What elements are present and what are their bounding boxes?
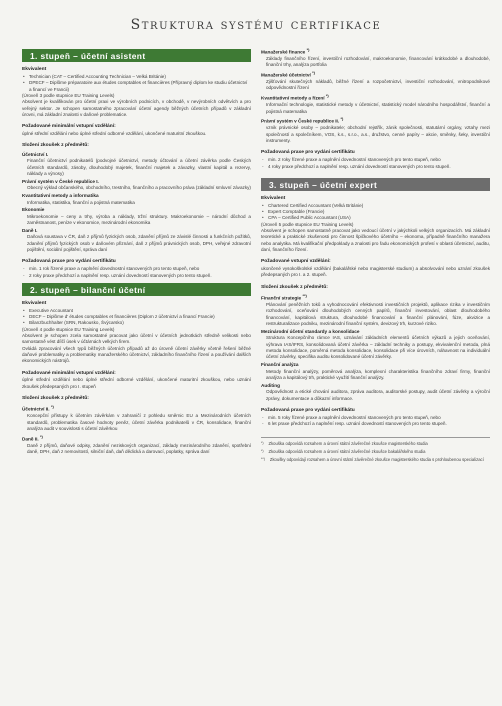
footnote: **) Zkoušky odpovídají rozsahem a úrovní státní závěrečné zkoušce magisterského studia s prohloubenou specializací (261, 456, 484, 462)
exam-text: Informační technologie, statistické metody v účetnictví, statistický model národního hospodářství, finanční a pojistná matematika (266, 102, 490, 114)
s3-praxe-label: Požadovaná praxe pro vydání certifikátu (261, 407, 355, 413)
list-item: • DECF – Diplôme d’ études comptables et financières (Diplom z účetnictví a financí Francie) (22, 314, 251, 320)
exam-name: Účetnictví I. (22, 151, 49, 157)
s3-edu-label: Požadované vstupní vzdělání: (261, 259, 331, 265)
exam-text: Daně z příjmů, daňové odpisy, zdanění neziskových organizací, základy mezinárodního zdanění, spotřební daně, DPH, daň z nemovitostí, silniční daň, daň dědická a darovací, poplatky, správa daní (27, 442, 251, 455)
s1-description: Absolvent je kvalifikován pro účetní praxi ve výrobních podnicích, v obchodě, v nevýrobních odvětvích a pro veřejný sektor. Je schopen samostatného zpracování účetní agendy běžných účetních případů v základní úrovni, má základní znalosti v daňové problematice. (22, 99, 251, 118)
s1-praxe-label: Požadovaná praxe pro vydání certifikátu (22, 259, 116, 265)
exam-name: Manažerské účetnictví *) (261, 70, 315, 78)
exam-name: Právní systém v České republice I. (22, 178, 99, 184)
s3-praxe-list (261, 415, 490, 428)
list-item: • CPA – Certified Public Accountant (USA) (261, 215, 490, 221)
r1-praxe-list (261, 157, 490, 170)
section-2-header: 2. stupeň – bilanční účetní (22, 283, 251, 296)
s2-ekv-list (22, 308, 251, 327)
list-item: • Chartered Certified Accountant (Velká Británie) (261, 203, 490, 209)
exam-name: Kvantitativní metody a řízení *) (261, 93, 329, 101)
s3-ekv-label: Ekvivalent (261, 195, 286, 201)
exam-name: Finanční analýza (261, 362, 299, 368)
footnote: *) Zkouška odpovídá rozsahem a úrovní státní závěrečné zkoušce bakalářského studia (261, 449, 426, 455)
exam-text: vznik právnické osoby – podnikatele; obchodní rejstřík, zánik společnosti, statutární orgány, vztahy mezi společností a společníkem, VOS, k.s., s.r.o., a.s., družstvo, cenné papíry – akcie, směnky, šeky, investiční instrumenty. (266, 125, 490, 144)
exam-name: Účetnictví II. *) (22, 404, 54, 412)
list-item: - 4 roky praxe předchozí a naplnění resp. uznání dovedností stanovených pro tento stupeň. (261, 164, 490, 170)
list-item: • Technician (CAT – Certified Accounting Technician – Velká Británie) (22, 74, 251, 80)
list-item: • DPECF – Diplôme préparatoire aux études comptables et financières (Přípravný diplom ke studiu účetnictví a financí ve Francii) (22, 80, 251, 93)
s1-praxe-list (22, 266, 251, 279)
list-item: • Expert Comptable (Francie) (261, 209, 490, 215)
r1-praxe-label: Požadovaná praxe pro vydání certifikátu (261, 150, 355, 156)
list-item: - min. 1 rok řízené praxe a naplnění dovednostní stanovených pro tento stupeň, nebo (22, 266, 251, 272)
s2-edu: úplné střední vzdělání nebo úplné střední odborné vzdělání, ukončené maturitní zkouškou, nebo uznání zkoušek předepsaných pro I. stupeň (22, 377, 251, 389)
s3-edu: ukončené vysokoškolské vzdělání (bakalářské nebo magisterské studium) a absolvování nebo uznání zkoušek předepsaných pro I. a 2. stupeň. (261, 266, 490, 278)
s1-ekv-label: Ekvivalent (22, 67, 47, 73)
exam-text: Struktura Koncepčního rámce IAS, uznávání základních elementů účetních výkazů a jejich oceňování, výhrava IAS/IFRS, konsolidovaná účetní závěrka – základní techniky a postupy, ekvivalenční metoda, plná metoda konsolidace, poměrná metoda konsolidace, konsolidace při více úrovních, náhavnost na individuální účetní závěrky, specifika auditu konsolidované účetní závěrky. (266, 335, 490, 360)
s3-level-note: (Úroveň 5 podle stupnice EU Training Levels) (261, 221, 354, 227)
s3-description: Absolvent je schopen samostatně pracovat jako vedoucí účetní v jakýchkoli velkých organizacích. Má základní teoretické a praktické zkušenosti pro činnost špičkového účetního – ekonoma, případně finančního manažera nebo analytika. Má kvalifikační předpoklady a znalosti pro řadu ekonomických profesí v oblasti účetnictví, auditu, daní, finančního řízení. (261, 227, 490, 252)
s2-ekv-label: Ekvivalent (22, 300, 47, 306)
exam-name: Mezinárodní účetní standardy a konsolidace (261, 328, 360, 334)
exam-name: Kvantitativní metody a informatika (22, 193, 99, 199)
right-column (261, 45, 490, 705)
exam-name: Daně I. (22, 227, 38, 233)
exam-name: Právní systém v České republice II. *) (261, 116, 344, 124)
exam-name: Daně II. *) (22, 433, 43, 442)
exam-text: Mikroekonomie – ceny a trhy, výroba a náklady, tržní struktury. Makroekonomie – národní důchod a zaměstnanost, peníze v ekonomice, mezinárodní ekonomika (27, 213, 251, 226)
s2-description-2: Ovládá zpracování všech typů běžných účetních případů až do úrovně účetní závěrky včetně řešení běžné daňové problematiky a problematiky manažerského účetnictví, základního finančního řízení a používání dalších ekonomických nástrojů. (22, 345, 251, 364)
s3-ekv-list (261, 203, 490, 222)
section-3-header: 3. stupeň – účetní expert (261, 178, 490, 191)
exam-text: Obecný výklad občanského, obchodního, trestního, finančního a pracovního práva (základní smluvní závazky) (27, 185, 251, 191)
exam-text: Plánování peněžních toků a vyhodnocování efektivnosti investičních projektů, aplikace rizika v investičním rozhodování, oceňování dlouhodobých cenných papírů, finanční investování, oblast dlouhodobého financování, kapitálová struktura, dlouhodobé financování a finanční plánování, fúze, akvizice a restrukturalizace podniku, mezinárodní finanční systém, devizový trh, kurzové riziko. (266, 302, 490, 326)
exam-text: Zjišťování skutečných nákladů, běžné řízení a rozpočetnictví, investiční rozhodování, vnitropodnikové odpovědnostní řízení (266, 79, 490, 91)
s2-edu-label: Požadované minimální vstupní vzdělání: (22, 370, 116, 376)
list-item: - 2 roky praxe předchozí a naplnění resp. uznání dovedností stanovených pro tento stupeň. (22, 273, 251, 279)
list-item: - 6 let praxe předchozí a naplnění resp. uznání dovedností stanovených pro tento stupeň. (261, 421, 490, 427)
exam-text: Koncepční přístupy k účetním závěrkám v zahraničí z pohledu směrnic EU a Mezinárodních účetních standardů, problematika časové hodnoty peněz, účetní závěrka podnikatelů v ČR, konsolidace, finanční analýza audit v souvislosti s účetní závěrkou (27, 413, 251, 431)
footnotes (261, 437, 490, 462)
s1-edu: úplné střední vzdělání nebo úplné střední odborné vzdělání, ukončené maturitní zkouškou. (22, 131, 207, 137)
columns (22, 45, 490, 705)
exam-text: Finanční účetnictví podnikatelů (podvojné účetnictví, metody účtování a účetní závěrka podle Českých účetních standardů, zásoby, dlouhodobý majetek, finanční majetek a závazky, vlastní kapitál a rezervy, náklady a výnosy) (27, 158, 251, 176)
exam-name: Auditing (261, 382, 281, 388)
exam-text: Informatika, statistika, finanční a pojistná matematika (27, 199, 135, 205)
list-item: - min. 2 roky řízené praxe a naplnění dovednostní stanovených pro tento stupeň, nebo (261, 157, 490, 163)
exam-text: Základy finančního řízení, investiční rozhodování, makroekonomie, financování krátkodobé a dlouhodobé, finanční trhy, analýza portfolia (266, 55, 490, 68)
s2-description-1: Absolvent je schopen zcela samostatné pracovat jako účetní v účetních jednotkách středně velikosti nebo samostatně vést dílčí úsek v účtárnách velkých firem. (22, 332, 251, 345)
s1-level-note: (Úroveň 3 podle stupnice EU Training Levels) (22, 93, 115, 99)
exam-text: Odpovědnost a etické chování auditora, zpráva auditora, auditorské postupy, audit účetní závěrky a výroční zprávy, dokumentace a důkazní informace. (266, 389, 490, 401)
exam-name: Manažerské finance *) (261, 46, 310, 55)
page-title: Struktura systému certifikace (130, 17, 382, 33)
list-item: • Bilanzbuchhalter (SRN, Rakousko, Švýcarsko) (22, 320, 251, 326)
s1-edu-label: Požadované minimální vstupní vzdělání: (22, 124, 116, 130)
exam-name: Finanční strategie **) (261, 292, 307, 301)
s1-ekv-list (22, 74, 251, 93)
list-item: • Executive Accountant (22, 308, 251, 314)
exam-name: Ekonomie (22, 207, 45, 213)
exam-text: Metody finanční analýzy, poměrová analýza, komplexní charakteristika finančního zdraví firmy, finanční analýza a kapitálový trh, praktické využití finanční analýzy. (266, 368, 490, 380)
footnote: *) Zkouška odpovídá rozsahem a úrovní státní závěrečné zkoušce magisterského studia (261, 441, 428, 447)
s2-level-note: (Úroveň 4 podle stupnice EU Training Levels) (22, 326, 115, 332)
list-item: - min. 5 roky řízené praxe a naplnění dovednostní stanovených pro tento stupeň, nebo (261, 415, 490, 421)
s3-exam-label: Složení zkoušek z předmětů: (261, 284, 328, 290)
section-1-header: 1. stupeň – účetní asistent (22, 49, 251, 62)
exam-text: Daňová soustava v ČR, daň z příjmů fyzických osob, zdanění příjmů ze závislé činnosti a funkčních požitků, zdanění příjmů fyzických osob v daňovém přiznání, daň z příjmů právnických osob, DPH, veřejné zdravotní pojištění, sociální pojištění, správa daní (27, 234, 251, 253)
s2-exam-label: Složení zkoušek z předmětů: (22, 396, 89, 401)
s1-exam-label: Složení zkoušek z předmětů: (22, 143, 89, 149)
left-column (22, 45, 251, 705)
